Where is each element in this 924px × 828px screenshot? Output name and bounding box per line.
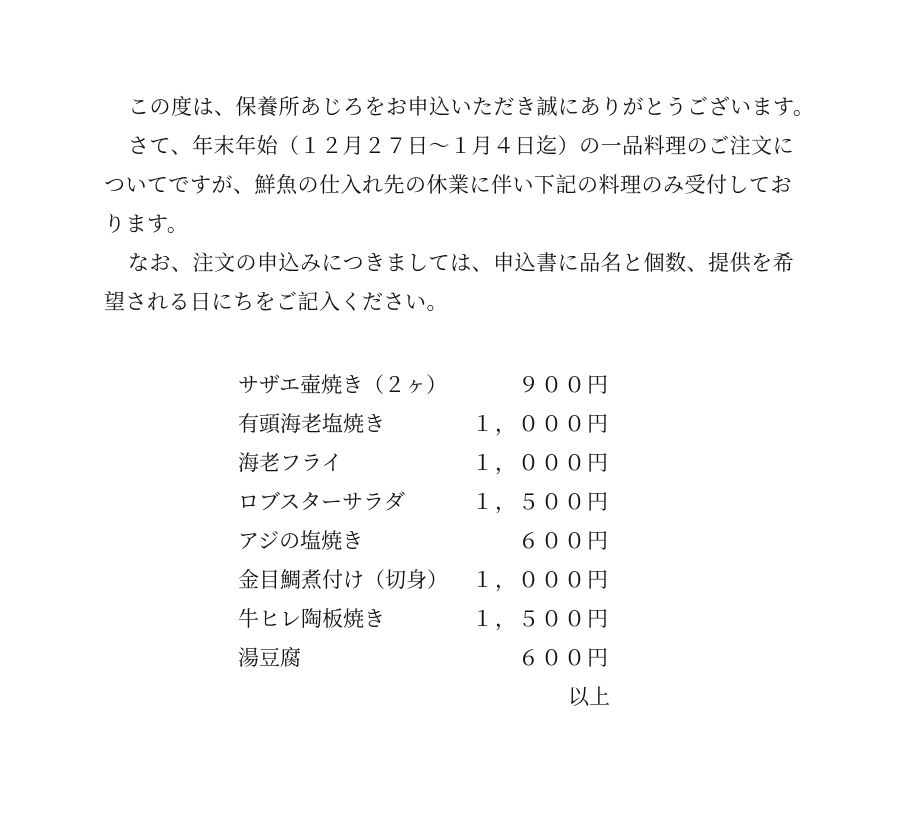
menu-item — [238, 483, 618, 522]
menu-item — [238, 366, 618, 405]
menu-item-name: サザエ壷焼き（２ヶ） — [238, 373, 448, 397]
menu-item-name: 牛ヒレ陶板焼き — [238, 607, 385, 631]
menu-item — [238, 600, 618, 639]
intro-line-5: なお、注文の申込みにつきましては、申込書に品名と個数、提供を希 — [128, 251, 795, 275]
intro-line-1: この度は、保養所あじろをお申込いただき誠にありがとうございます。 — [128, 95, 815, 119]
menu-item — [238, 639, 618, 678]
menu-item-price: １，０００円 — [472, 568, 610, 592]
intro-paragraph — [104, 88, 824, 322]
menu-item — [238, 405, 618, 444]
menu-item-price: １，５００円 — [472, 490, 610, 514]
menu-item-price: ６００円 — [518, 646, 610, 670]
menu-item — [238, 561, 618, 600]
closing-text: 以上 — [568, 685, 610, 709]
menu-list — [238, 366, 618, 678]
intro-line-6: 望される日にちをご記入ください。 — [104, 290, 448, 314]
menu-item-price: １，５００円 — [472, 607, 610, 631]
menu-item-price: ６００円 — [518, 529, 610, 553]
menu-item-name: 金目鯛煮付け（切身） — [238, 568, 448, 592]
menu-item-price: ９００円 — [518, 373, 610, 397]
intro-line-2: さて、年末年始（１２月２７日～１月４日迄）の一品料理のご注文に — [128, 134, 795, 158]
menu-item-name: 海老フライ — [238, 451, 343, 475]
menu-item-name: 湯豆腐 — [238, 646, 301, 670]
intro-line-3: ついてですが、鮮魚の仕入れ先の休業に伴い下記の料理のみ受付してお — [104, 173, 792, 197]
intro-line-4: ります。 — [104, 212, 189, 236]
menu-item — [238, 522, 618, 561]
menu-item-name: ロブスターサラダ — [238, 490, 405, 514]
menu-item-price: １，０００円 — [472, 412, 610, 436]
menu-item-name: 有頭海老塩焼き — [238, 412, 385, 436]
menu-item — [238, 444, 618, 483]
menu-item-name: アジの塩焼き — [238, 529, 364, 553]
menu-item-price: １，０００円 — [472, 451, 610, 475]
